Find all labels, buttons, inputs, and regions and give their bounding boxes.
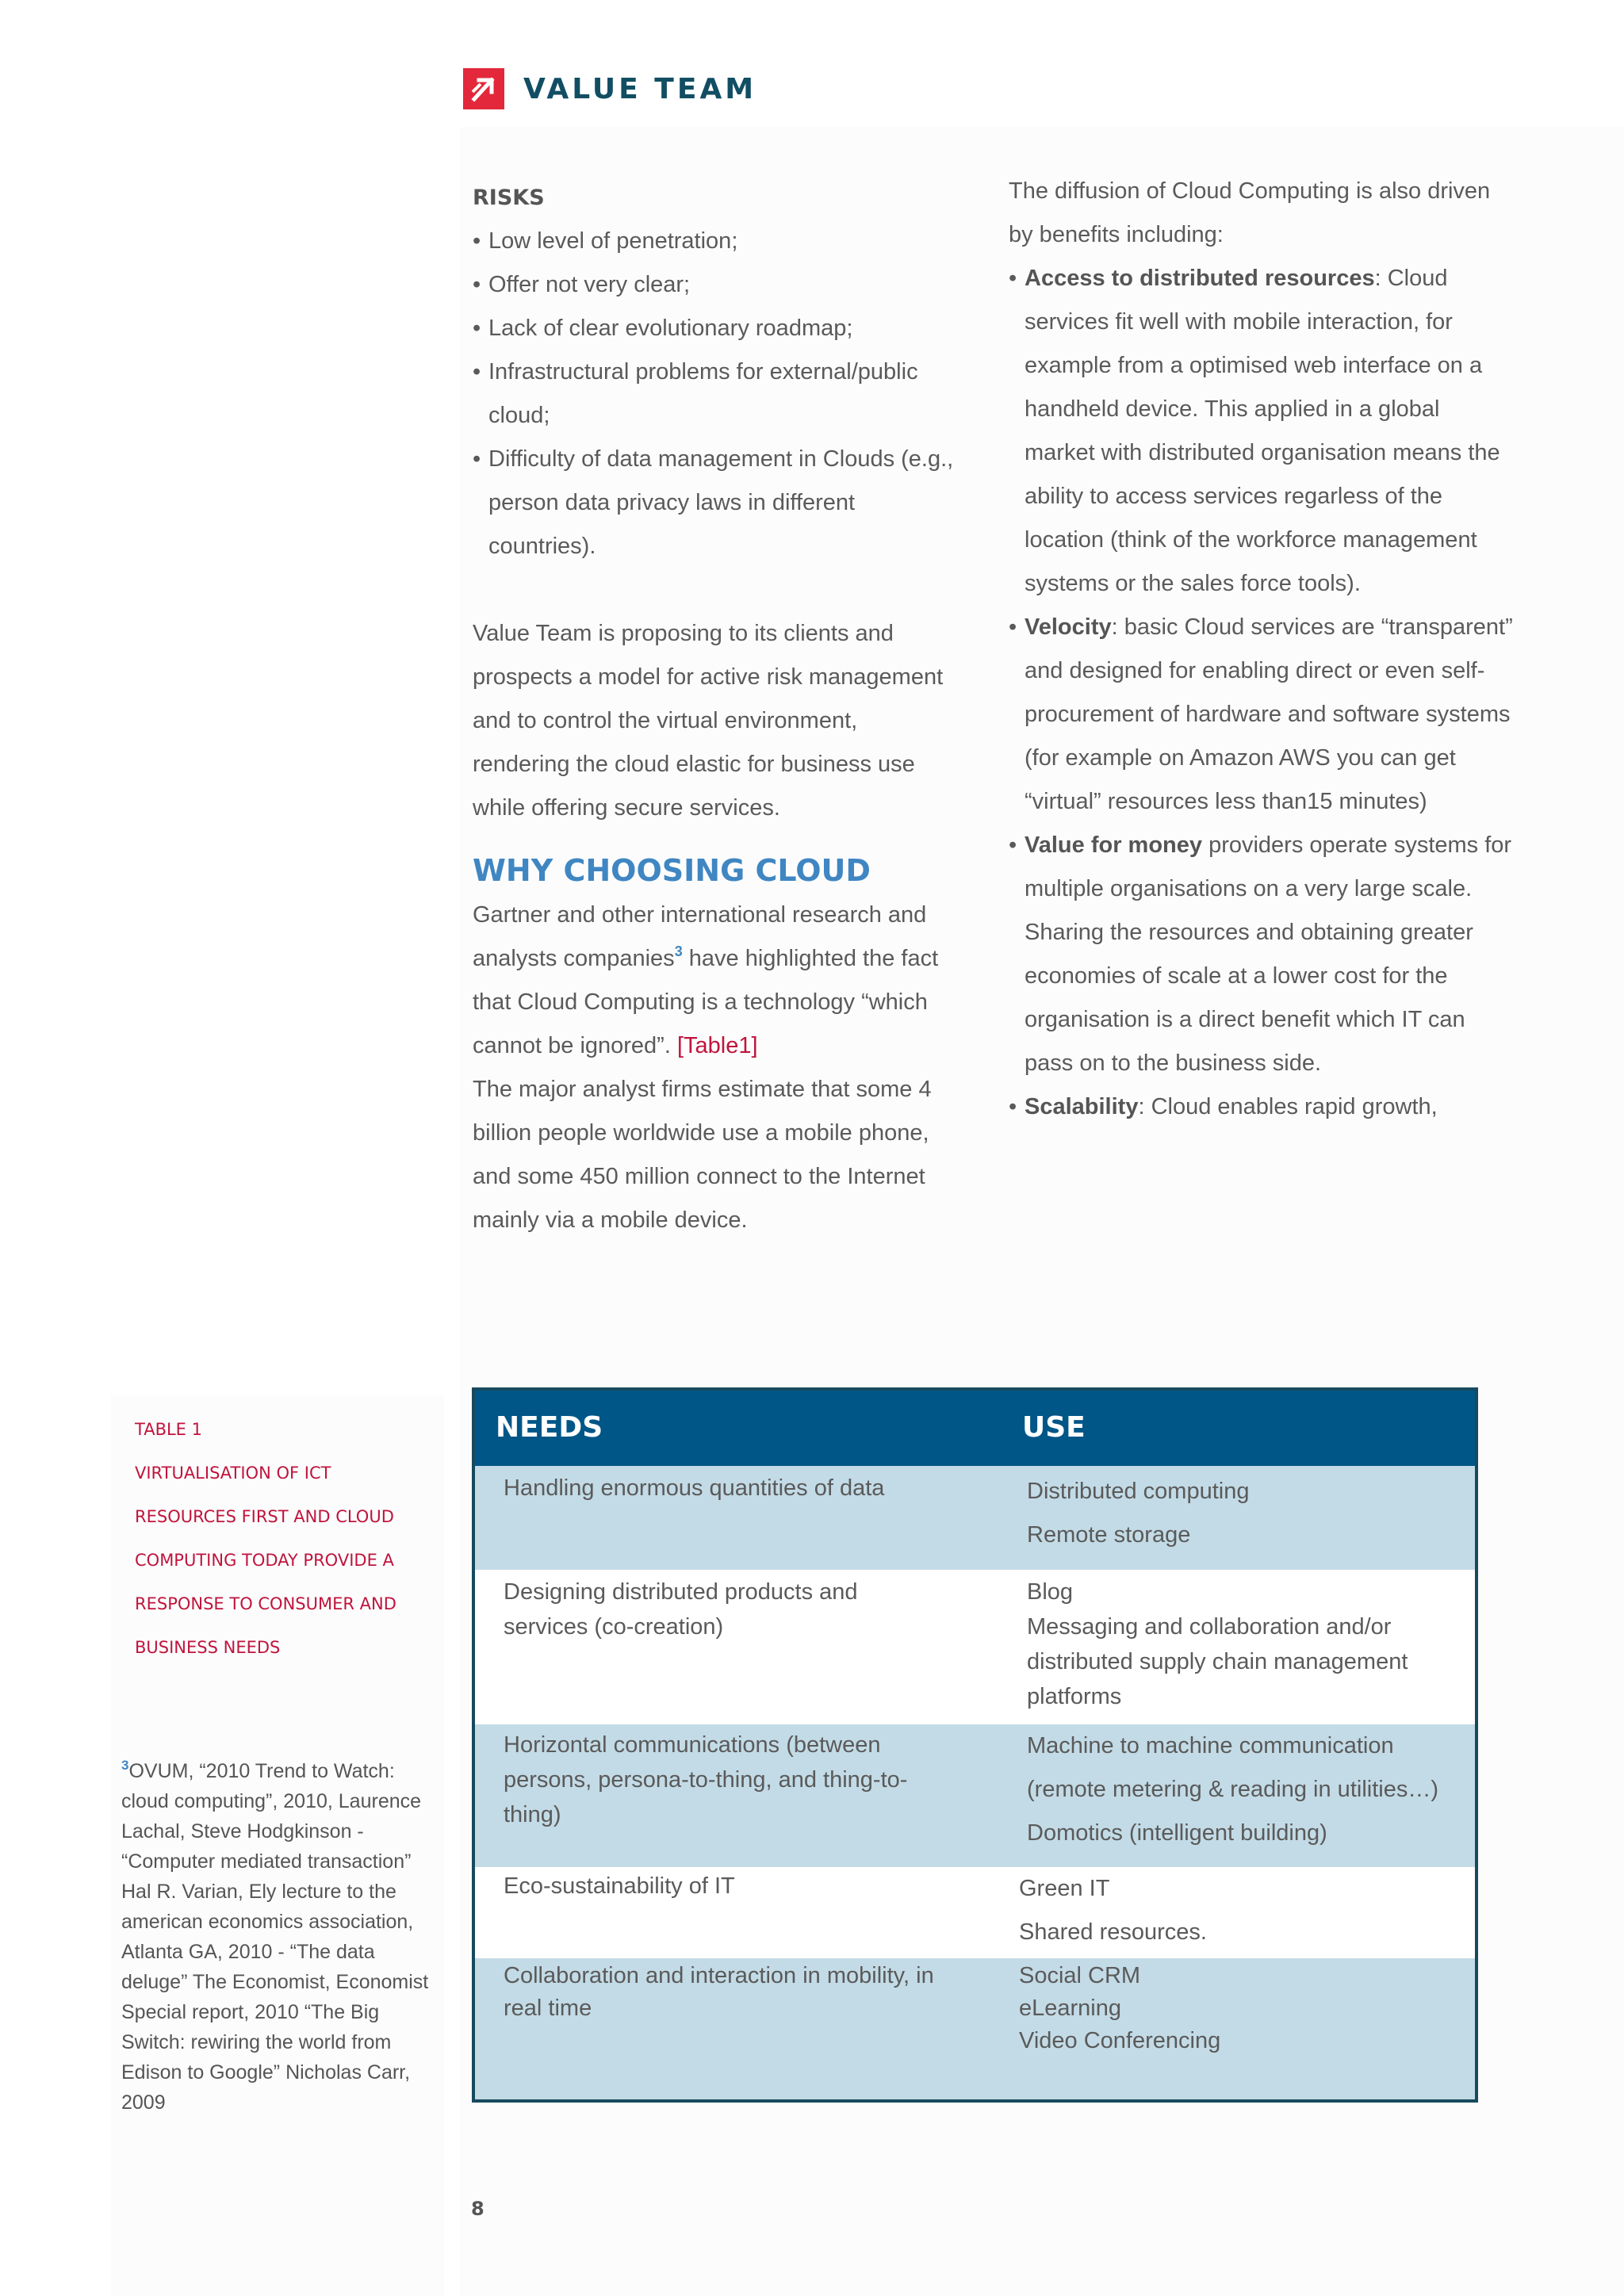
use-cell: Machine to machine communication (remote metering & reading in utilities…) Domotics (intelligent building)	[1027, 1733, 1438, 1846]
proposal-paragraph: Value Team is proposing to its clients and prospects a model for active risk management and to control the virtual environment, rendering the cloud elastic for business use while offering secure services.	[473, 621, 944, 821]
need-cell: Horizontal communications (between persons, persona-to-thing, and thing-to-thing)	[504, 1732, 908, 1827]
footnote-text: OVUM, “2010 Trend to Watch: cloud computing”, 2010, Laurence Lachal, Steve Hodgkinson - “Computer mediated transaction” Hal R. Varian, Ely lecture to the american economics association, Atlanta GA, 2010 - “The data deluge” The Economist, Economist Special report, 2010 “The Big Switch: rewiring the world from Edison to Google” Nicholas Carr, 2009	[121, 1760, 429, 2114]
benefit-item: • Value for money providers operate systems for multiple organisations on a very large scale. Sharing the resources and obtaining greater economies of scale at a lower cost for the organisation is a direct benefit which IT can pass on to the business side.	[1009, 824, 1516, 1085]
risk-item: • Difficulty of data management in Clouds (e.g., person data privacy laws in different countries).	[473, 438, 956, 568]
benefit-item: • Velocity: basic Cloud services are “transparent” and designed for enabling direct or even self-procurement of hardware and software systems (for example on Amazon AWS you can get “virtual” resources less than15 minutes)	[1009, 606, 1516, 824]
use-cell: Social CRM eLearning Video Conferencing	[1019, 1963, 1221, 2053]
need-cell: Collaboration and interaction in mobility, in real time	[504, 1963, 934, 2021]
use-column-header: USE	[1022, 1411, 1086, 1444]
why-cloud-heading: WHY CHOOSING CLOUD	[473, 853, 871, 888]
benefit-item: • Access to distributed resources: Cloud services fit well with mobile interaction, for example from a optimised web interface on a handheld device. This applied in a global market with distributed organisation means the ability to access services regarless of the location (think of the workforce management systems or the sales force tools).	[1009, 257, 1516, 606]
right-column	[1009, 170, 1516, 1129]
table-row	[475, 1867, 1475, 1958]
caption-line: RESPONSE TO CONSUMER AND	[135, 1594, 396, 1613]
caption-line: TABLE 1	[135, 1420, 202, 1439]
benefit-item: • Scalability: Cloud enables rapid growth,	[1009, 1085, 1516, 1129]
footnote	[121, 1756, 435, 2118]
footnote-reference: 3	[674, 943, 683, 959]
benefits-intro: The diffusion of Cloud Computing is also driven by benefits including:	[1009, 178, 1491, 247]
table-header	[475, 1391, 1475, 1466]
table-row	[475, 1466, 1475, 1570]
table-row	[475, 1570, 1475, 1724]
caption-line: BUSINESS NEEDS	[135, 1638, 281, 1657]
risk-item: • Offer not very clear;	[473, 263, 956, 307]
need-cell: Handling enormous quantities of data	[504, 1475, 885, 1501]
needs-column-header: NEEDS	[496, 1411, 603, 1444]
page-number: 8	[471, 2198, 485, 2220]
caption-line: VIRTUALISATION OF ICT	[135, 1464, 331, 1483]
why-cloud-paragraph: Gartner and other international research and analysts companies$^3$ have highlighted the fact that Cloud Computing is a technology “which cannot be ignored”. [Table1]	[473, 902, 939, 1058]
risk-item: • Lack of clear evolutionary roadmap;	[473, 307, 956, 350]
risks-heading: RISKS	[473, 186, 545, 210]
table-reference-link[interactable]: [Table1]	[676, 1033, 758, 1058]
caption-line: COMPUTING TODAY PROVIDE A	[135, 1551, 394, 1570]
risk-item: • Infrastructural problems for external/public cloud;	[473, 350, 956, 438]
use-cell: Distributed computing Remote storage	[1027, 1479, 1250, 1548]
brand-name: VALUE TEAM	[523, 72, 757, 105]
left-column	[473, 176, 956, 1242]
table-caption	[135, 1408, 436, 1670]
need-cell: Eco-sustainability of IT	[504, 1873, 735, 1899]
use-cell: Green IT Shared resources.	[1019, 1876, 1207, 1945]
risk-item: • Low level of penetration;	[473, 220, 956, 263]
needs-use-table	[472, 1387, 1478, 2103]
use-cell: Blog Messaging and collaboration and/or distributed supply chain management platforms	[1027, 1579, 1408, 1709]
footnote-mark: 3	[121, 1758, 129, 1773]
analyst-paragraph: The major analyst firms estimate that some 4 billion people worldwide use a mobile phone, and some 450 million connect to the Internet mainly via a mobile device.	[473, 1077, 932, 1233]
brand-logo	[463, 68, 756, 109]
arrow-up-right-icon	[463, 68, 504, 109]
table-row	[475, 1724, 1475, 1867]
table-row	[475, 1958, 1475, 2103]
caption-line: RESOURCES FIRST AND CLOUD	[135, 1507, 394, 1526]
need-cell: Designing distributed products and services (co-creation)	[504, 1579, 858, 1640]
